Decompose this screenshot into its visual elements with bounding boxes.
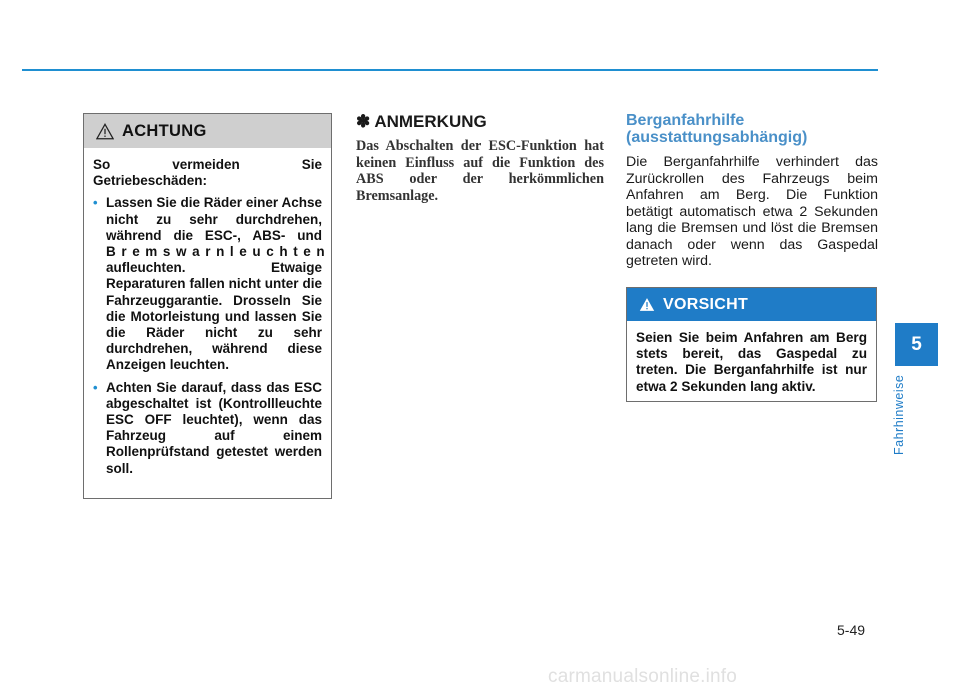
berganfahrhilfe-section [626,112,878,270]
achtung-header [84,114,331,148]
page-number: 5-49 [837,622,866,638]
watermark: carmanualsonline.info [548,666,738,687]
warning-triangle-icon [96,123,114,140]
berganfahrhilfe-title [626,112,878,146]
achtung-item [93,380,322,477]
anmerkung-text: Das Abschalten der ESC-Funktion hat keinen Einfluss auf die Funktion des ABS oder der herkömmlichen Bremsanlage. [356,138,604,204]
chapter-label: Fahrhinweise [892,374,906,455]
title-line: (ausstattungsabhängig) [626,129,808,146]
top-rule [22,69,878,71]
warning-triangle-icon [639,297,655,312]
vorsicht-title: VORSICHT [663,295,749,313]
achtung-item [93,195,331,373]
achtung-item-text: Bremswarnleuchten [106,244,331,260]
berganfahrhilfe-text: Die Berganfahrhilfe verhindert das Zurückrollen des Fahrzeugs beim Anfahren am Berg. Die Funktion betätigt automatisch etwa 2 Sekunden lang die Bremsen und löst die Bremsen danach oder wenn das Gaspedal getreten wird. [626,154,878,269]
achtung-box [83,113,332,499]
vorsicht-text: Seien Sie beim Anfahren am Berg stets bereit, das Gaspedal zu treten. Die Berganfahrhilfe ist nur etwa 2 Sekunden lang aktiv. [636,330,867,394]
achtung-body [84,148,331,477]
achtung-item-text: aufleuchten. Etwaige Reparaturen fallen nicht unter die Fahrzeuggarantie. Drosseln Sie die Motorleistung und lassen Sie die Räder nicht zu sehr durchdrehen, während diese Anzeigen leuchten. [106,260,322,373]
title-line: Berganfahrhilfe [626,112,745,129]
achtung-item-text: Lassen Sie die Räder einer Achse nicht zu sehr durchdrehen, während die ESC-, ABS- und [106,195,322,243]
anmerkung-title: ✽ ANMERKUNG [356,112,487,131]
achtung-list [93,195,331,476]
vorsicht-header [627,288,876,321]
anmerkung-section [356,112,604,204]
bullet-icon: • [93,195,98,211]
vorsicht-box [626,287,877,402]
chapter-tab: 5 [895,323,938,366]
achtung-title: ACHTUNG [122,121,207,140]
achtung-intro: So vermeiden Sie Getriebeschäden: [93,157,322,189]
bullet-icon: • [93,379,98,395]
achtung-item-text: Achten Sie darauf, dass das ESC abgeschaltet ist (Kontrollleuchte ESC OFF leuchtet), wenn das Fahrzeug auf einem Rollenprüfstand getestet werden soll. [106,379,322,476]
